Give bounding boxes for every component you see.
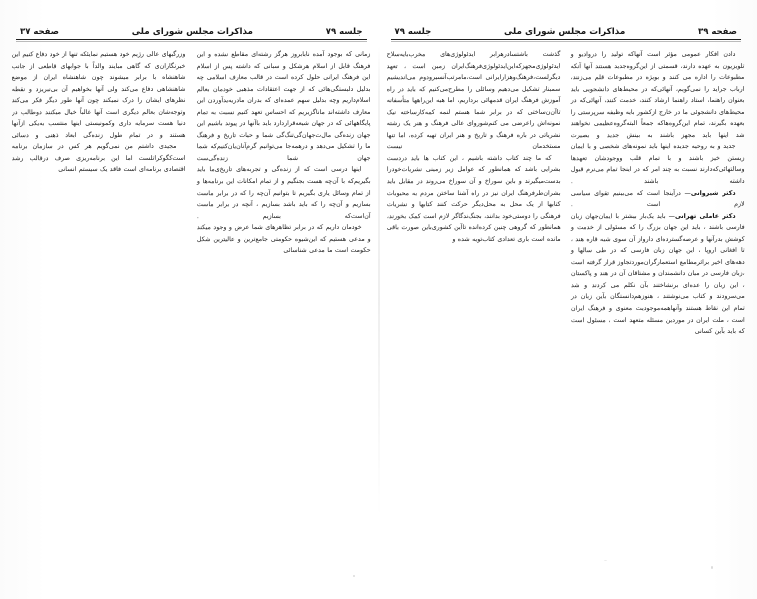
paragraph: اینها درسی است که از زنده‌گی و تجربه‌های تاریخ‌ی‌ما باید بگیریم‌که با آن‌چه هست بجنگیم و از تمام امکانات این برنامه‌ها و از تمام وسائل یاری بگیریم تا بتوانیم آن‌چه را که در برابر ماست بسازیم و آن‌چه را که باید باشد بسازیم ، آنچه در برابر ماست آن‌است‌که بسازیم . [196,166,371,220]
paragraph: وزرگبهای عالی رژیم خود هستیم نمایئکه تنها از خود دفاع کنیم این خبرنگاران‌ی که گاهی مبایند والداً با جوابهای قاطعی از جانب شاهنشاه با برابر میشوند چون شاهنشاه ایران از موضع شاهنشاهی دفاع می‌کند ولی آنها بخواهیم آن بی‌نبریزد و نقطه نظرهای ایشان را درک نمیکند چون آنها طور دیگر فکر می‌کند وتوجه‌شان بعالم دیگری است آنها غالباً خیال میکنند دوطالب در دنیا هست سرمایه داری وکمونیستی اینها منتسب به‌یکی ازآنها هستند و در تمام طول زنده‌گی ابعاد ذهنی و دسائی [12,50,186,139]
page-right [379,0,757,599]
text-column-left-1 [196,49,370,561]
publication-title-left: مذاکرات مجلس شورای ملی [131,27,253,37]
text-column-right-1 [571,49,745,561]
speaker-paragraph [571,187,745,210]
text-column-left-2 [12,49,186,561]
paragraph: دادن افکار عمومی مؤثر است آنهاکه تولید را دروادیو و تلویزیون به عهده دارند، قسمتی از این‌گروه‌جدید هستند آنها آنکه مطبوعات را اداره می کنند و بویژه در مطبوعات قلم می‌زنند، ارباب جراید را نمی‌گویم، آنهائی‌که در محیط‌های دانشجویی باید بعنوان راهنما، استاد راهنما ارشاد کنند، خدمت کنند، آنهائی‌که در محیط‌های دانشجوئی ما در خارج ازکشور بایه وظیفه سرپرستی را بعهده بگیرند، تمام این‌گروه‌هاکه جمعاً البته‌گروه‌عظیمی نخواهند شد اینها باید مجهز باشند به بینش جدید و بصیرت [570,50,745,139]
running-header-left [12,20,371,37]
scan-speck [353,575,355,577]
speaker-name: دکتر شیروانی [691,189,736,197]
paragraph: که ما چند کتاب داشته باشیم ، این کتاب ها باید دردست بشرایی باشد که همانطور که عوامل زیر زمینی نشریات‌خودرا بدست‌میگیرند و باین سوراخ و آن سوراخ می‌روند در مقابل باید بشران‌طرفرهنگ ایران نیز در راه آشنا ساختن مردم به محبوبات کتابها از یک محل به محل‌دیگر حرکت کنند کتابها و نشریات فرهنگی را دوستی‌خود بدانند، بجنگ‌ندگاگر لازم است کمک بخورند، همانطور که گروهی چنین کرده‌اند‌ه تاآین کشوری‌باین صورت باقی مانده است باری تعدادی کتاب‌تویه شده و [386,154,561,243]
columns-right [387,49,746,561]
paragraph: جدید و به روحیه جدیده اینها باید نمونه‌های شخصی و با ایمان زیستن خیز باشند و با تمام قلب ووجودشان تعهدها وسالتهائی‌که‌دارند نسبت به چند امر که در اینجا تمام می‌نرم قبول داشته باشند . [571,143,745,186]
header-rule-sub-right [391,41,742,42]
paragraph: مجیدی داشتم من نمی‌گویم هر کس در سازمان برنامه است‌کگو‌کراتلست اما این برنامه‌ریزی صرف درقالب رشد اقتصادی برنامه‌ای است فاقد یک سیستم انسانی [12,143,186,174]
page-number-right: صفحه ۳۹ [698,27,737,37]
paragraph: گذشت باشتسادرهرابر ایدئولوژی‌های مخرب‌با‌یه‌سلاح ایدئولوژی‌مجهزکه‌این‌ایدئولوژی‌فرهنگ‌ایران زمین است ، تعهد دیگرلست،‌فرهنگ‌و‌هزار‌ایرانی است،‌مامرتب‌آنسیرودوم می‌اندیشیم سمبنار تشکیل می‌دهیم وسائلی را مطرح‌می‌کنیم که باید در راه آموزش فرهنگ ایران قدمهائی برداریم، اما هیه این‌راهها متأسفانه تاآن‌ن‌ساختی که در برابر شما هستم لنمه کمه‌کارساخته نیک نمونه‌اش راعرضی می کنم‌شوروای عالی فرهنگ و هنر یک رشته نشریاتی در باره فرهنگ و تاریخ و هنر ایران تهیه کرده، اما تنها مستخدمان نیست [386,50,561,151]
session-number-left: جلسه ۷۹ [325,27,363,37]
running-header-right [387,20,746,37]
header-rule-sub-left [16,41,367,42]
page-number-left: صفحه ۳۷ [20,27,59,37]
scan-speck [711,566,713,569]
speaker-paragraph [571,211,745,338]
paragraph: خودمان داریم که در برابر تظاهرهای شما عرض و وجود میکند و مدعی هستیم که این‌شیوه حکومتی جامع‌ترین و عالیترین شکل حکومت است ما مدعی شناسائی [196,224,371,255]
paragraph: زمانی که بوجود آمده نابابروز هرگز رشته‌ای مقاطع نشده و این فرهنگ قابل از اسلام هرشکل و سبانی که داشته پس از اسلام این فرهنگ ایرانی حلول کرده است در قالب معارف اسلامی چه بدلیل دلبستگی‌هائی که از جهت اعتقادات مذهبی خودمان بعالم اسلام‌داریم وچه بدلیل سهم عمده‌ای که بدران مادریه‌ید‌آوردن این معارف داشته‌اند ماناگزیریم که احساس تعهد کنیم نسبت به تمام پایگاههائی که در جهان شیعه‌قراردارد باید باآنها در پیوند باشیم این جهان زنده‌گی مال‌ت‌جهان‌گی‌تنگ‌گی شما و حیات تاریخ و فرهنگ ما را تشکیل می‌دهد و درهمه‌جا می‌توانیم گرم‌آنان‌یان‌کنیم‌که شما جهان شما زنده‌گی‌ست [196,50,371,163]
header-rule-left [16,39,367,40]
session-number-right: جلسه ۷۹ [394,27,432,37]
speaker-text: — درآینجا است که می‌بینیم تقوای سیاسی لازم است . [571,189,745,209]
speaker-text: — باید یک‌بار بیشتر با ایمان‌جهان زبان فارسی باشند ، باید این جهان بزرگ را که مسئولی از خدمت و کوشش بدرآنها و عرصه‌گسترده‌ای دارواز آن سوی شبه قاره هند ، تا افغانی اروپا ، این جهان زبان فارسی که در طی سالها و دهه‌های اخیر براثرمطامع استعمارگران‌موردتجاوز قرار گرفته است ،زبان فارسی در میان دانشمندان و مشتاقان آن در هند و پاکستان ، این زبان را عده‌ای برنشاختند بآن نکلم می کردند و شد می‌سرودند و کتاب می‌نوشتند ، هنوزهم‌دانستگان بآین زبان در تمام این نقاط هستند وآنهاهمه‌موجودیت معنوی و فرهنگ ایران است ، ملت ایران در موردین مسئله متعهد است ، مسئول است که باید بآین کسانی [571,212,745,336]
text-column-right-2 [387,49,561,561]
scan-speck [604,560,607,561]
header-rule-right [391,39,742,40]
speaker-name: دکتر عاملی تهرانی [675,212,736,220]
publication-title-right: مذاکرات مجلس شورای ملی [504,27,626,37]
columns-left [12,49,371,561]
